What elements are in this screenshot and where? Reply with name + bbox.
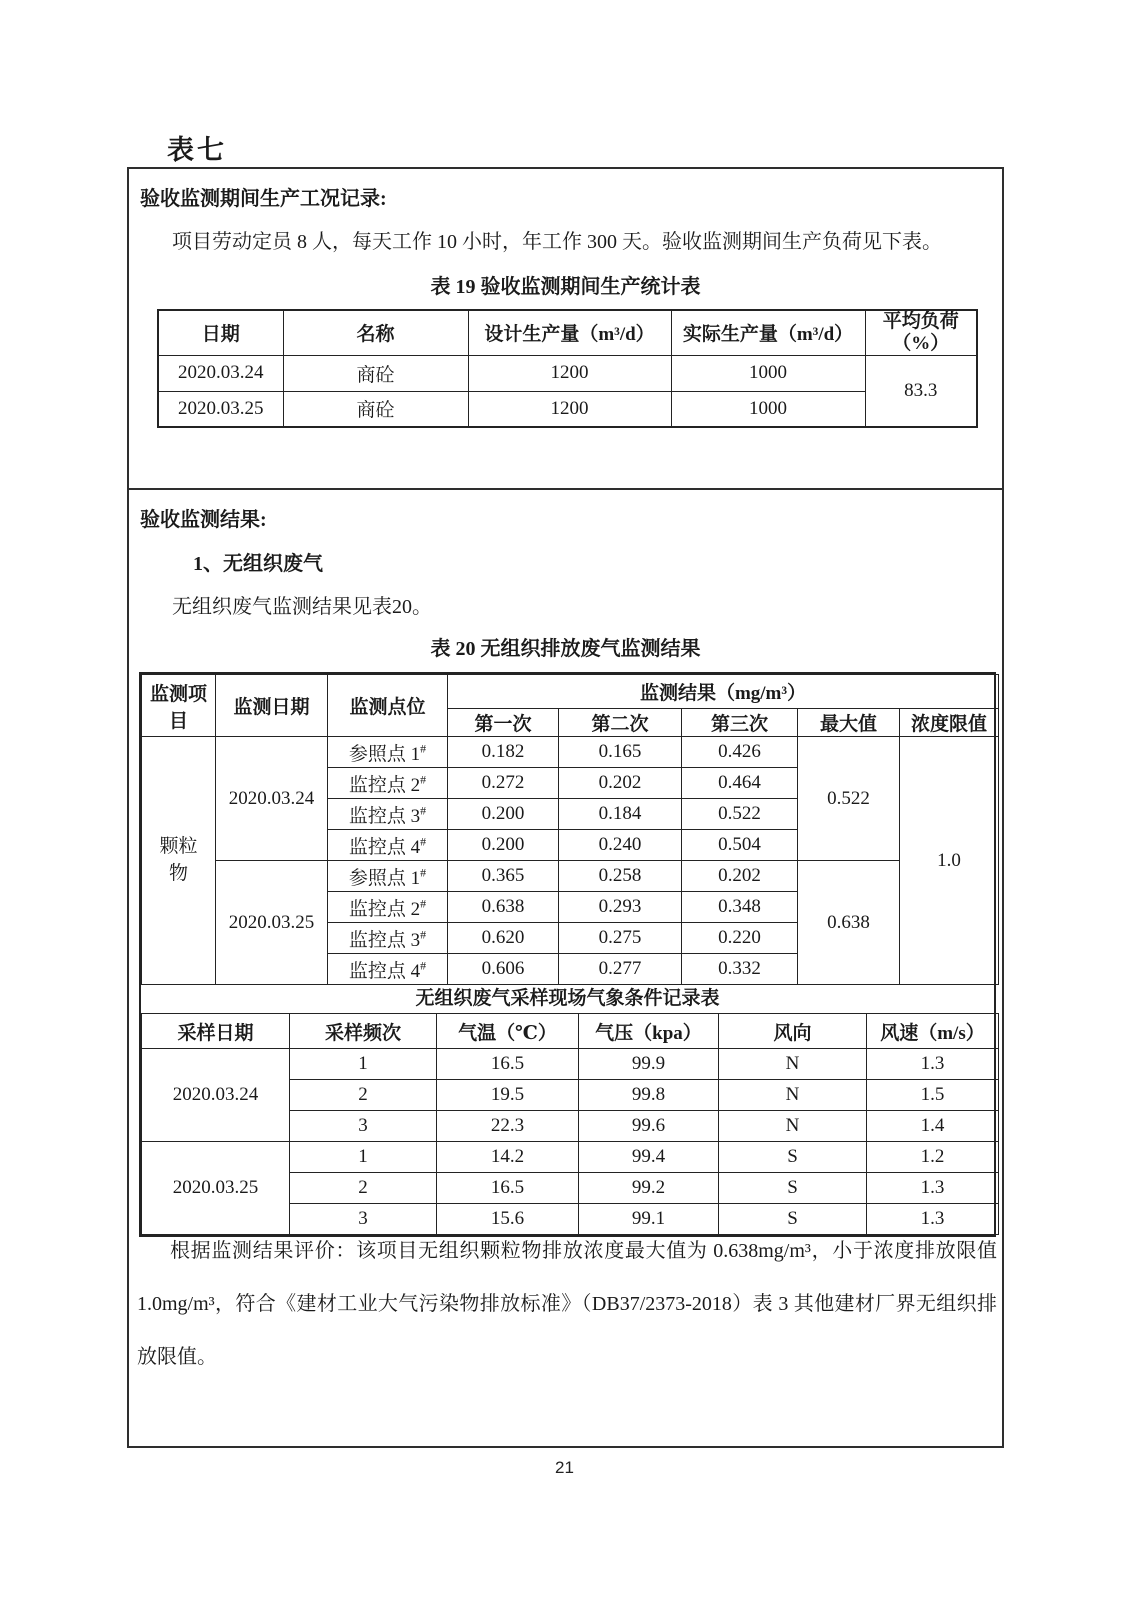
w-g2-r2-dir: S <box>719 1204 867 1235</box>
t19-r1-date: 2020.03.25 <box>158 391 283 427</box>
w-h-press: 气压（kpa） <box>579 1014 719 1049</box>
superscript-hash: # <box>420 741 427 756</box>
t19-col-load <box>865 310 977 355</box>
t20-g2-r0-v2: 0.258 <box>559 861 682 892</box>
w-g1-r0-dir: N <box>719 1049 867 1080</box>
table19-row <box>158 355 977 391</box>
superscript-hash: # <box>420 803 427 818</box>
t20-g2-r3-v1: 0.606 <box>448 954 559 985</box>
superscript-hash: # <box>420 927 427 942</box>
t19-col-design: 设计生产量（m³/d） <box>468 310 671 355</box>
t20-g2-r3-v2: 0.277 <box>559 954 682 985</box>
t20-g1-r3-v3: 0.504 <box>682 830 798 861</box>
conclusion-line3: 放限值。 <box>137 1346 217 1368</box>
w-g1-date: 2020.03.24 <box>142 1049 290 1142</box>
t19-r1-name: 商砼 <box>283 391 468 427</box>
w-g1-r2-temp: 22.3 <box>437 1111 579 1142</box>
t20-h-third: 第三次 <box>682 709 798 737</box>
t19-col-actual: 实际生产量（m³/d） <box>671 310 865 355</box>
t20-g1-max: 0.522 <box>798 737 900 861</box>
w-g2-r2-temp: 15.6 <box>437 1204 579 1235</box>
t20-g2-max: 0.638 <box>798 861 900 985</box>
w-g2-r1-temp: 16.5 <box>437 1173 579 1204</box>
weather-table-title: 无组织废气采样现场气象条件记录表 <box>415 988 720 1009</box>
t19-r1-design: 1200 <box>468 391 671 427</box>
superscript-hash: # <box>420 834 427 849</box>
w-h-freq: 采样频次 <box>290 1014 437 1049</box>
t20-item: 颗粒物 <box>159 835 198 884</box>
w-g1-r1-dir: N <box>719 1080 867 1111</box>
w-g1-r2-dir: N <box>719 1111 867 1142</box>
weather-table <box>141 1013 999 1235</box>
t20-g1-r2-v3: 0.522 <box>682 799 798 830</box>
w-g2-r1-dir: S <box>719 1173 867 1204</box>
w-g1-r1-freq: 2 <box>290 1080 437 1111</box>
t19-col-load-line2: （%） <box>892 332 950 354</box>
doc-label: 表七 <box>167 135 227 165</box>
t20-h-item: 监测项目 <box>142 675 216 737</box>
table20 <box>141 674 999 985</box>
w-g1-r0-press: 99.9 <box>579 1049 719 1080</box>
t20-g1-r1-v3: 0.464 <box>682 768 798 799</box>
t20-g1-r0-point: 参照点 1# <box>328 737 448 768</box>
w-g2-r0-speed: 1.2 <box>867 1142 999 1173</box>
table19-header-row <box>158 310 977 355</box>
t20-g2-r1-point: 监控点 2# <box>328 892 448 923</box>
page-number: 21 <box>555 1458 574 1477</box>
w-g1-r2-speed: 1.4 <box>867 1111 999 1142</box>
w-g1-r2-press: 99.6 <box>579 1111 719 1142</box>
t19-r1-actual: 1000 <box>671 391 865 427</box>
t20-g2-r3-point: 监控点 4# <box>328 954 448 985</box>
w-h-speed: 风速（m/s） <box>867 1014 999 1049</box>
w-h-date: 采样日期 <box>142 1014 290 1049</box>
w-g2-date: 2020.03.25 <box>142 1142 290 1235</box>
t20-g2-r0-v3: 0.202 <box>682 861 798 892</box>
t20-row <box>142 737 999 768</box>
w-g2-r1-press: 99.2 <box>579 1173 719 1204</box>
w-g2-r0-press: 99.4 <box>579 1142 719 1173</box>
t20-h-point: 监测点位 <box>328 675 448 737</box>
t20-g1-r2-point: 监控点 3# <box>328 799 448 830</box>
t20-h-second: 第二次 <box>559 709 682 737</box>
section1-heading: 验收监测期间生产工况记录: <box>140 188 387 210</box>
t20-g1-r0-v1: 0.182 <box>448 737 559 768</box>
conclusion-paragraph <box>137 1225 997 1384</box>
section2-intro: 无组织废气监测结果见表20。 <box>172 596 432 618</box>
t20-g2-r2-v2: 0.275 <box>559 923 682 954</box>
t20-h-result: 监测结果（mg/m³） <box>448 675 999 709</box>
section2-subheading: 1、无组织废气 <box>193 553 323 575</box>
t20-g1-date: 2020.03.24 <box>216 737 328 861</box>
table20-caption: 表 20 无组织排放废气监测结果 <box>430 638 701 660</box>
section1-paragraph: 项目劳动定员 8 人，每天工作 10 小时，年工作 300 天。验收监测期间生产负荷见下表。 <box>172 231 942 253</box>
w-g1-r1-temp: 19.5 <box>437 1080 579 1111</box>
w-g2-r0-freq: 1 <box>290 1142 437 1173</box>
t20-g1-r0-v3: 0.426 <box>682 737 798 768</box>
t20-h-date: 监测日期 <box>216 675 328 737</box>
t19-col-load-line1: 平均负荷 <box>882 311 959 332</box>
w-g1-r0-speed: 1.3 <box>867 1049 999 1080</box>
w-g1-r1-press: 99.8 <box>579 1080 719 1111</box>
w-g1-r0-freq: 1 <box>290 1049 437 1080</box>
t20-g1-r1-point: 监控点 2# <box>328 768 448 799</box>
t20-limit: 1.0 <box>900 737 999 985</box>
t20-row <box>142 861 999 892</box>
t20-g2-r1-v2: 0.293 <box>559 892 682 923</box>
t20-g1-r0-v2: 0.165 <box>559 737 682 768</box>
conclusion-line1: 根据监测结果评价：该项目无组织颗粒物排放浓度最大值为 0.638mg/m³，小于浓度排放限值 <box>170 1240 997 1262</box>
t19-avg-load: 83.3 <box>865 355 977 427</box>
w-g1-r0-temp: 16.5 <box>437 1049 579 1080</box>
superscript-hash: # <box>420 958 427 973</box>
w-g2-r1-freq: 2 <box>290 1173 437 1204</box>
w-h-temp: 气温（℃） <box>437 1014 579 1049</box>
t20-h-first: 第一次 <box>448 709 559 737</box>
superscript-hash: # <box>420 865 427 880</box>
t20-g2-r1-v1: 0.638 <box>448 892 559 923</box>
t20-item-cell <box>142 737 216 985</box>
section2-heading: 验收监测结果: <box>140 509 267 531</box>
t20-h-limit: 浓度限值 <box>900 709 999 737</box>
t20-g2-r2-v1: 0.620 <box>448 923 559 954</box>
weather-header-row <box>142 1014 999 1049</box>
weather-row <box>142 1142 999 1173</box>
conclusion-line2: 1.0mg/m³，符合《建材工业大气污染物排放标准》（DB37/2373-2018）表 3 其他建材厂界无组织排 <box>137 1293 997 1315</box>
table19 <box>157 309 978 428</box>
table19-row <box>158 391 977 427</box>
t20-h-max: 最大值 <box>798 709 900 737</box>
section-divider <box>129 488 1002 490</box>
t20-g1-r3-v2: 0.240 <box>559 830 682 861</box>
w-g1-r2-freq: 3 <box>290 1111 437 1142</box>
t19-col-name: 名称 <box>283 310 468 355</box>
t19-r0-name: 商砼 <box>283 355 468 391</box>
t20-g1-r2-v1: 0.200 <box>448 799 559 830</box>
w-g2-r1-speed: 1.3 <box>867 1173 999 1204</box>
t20-g2-date: 2020.03.25 <box>216 861 328 985</box>
w-g1-r1-speed: 1.5 <box>867 1080 999 1111</box>
t20-g1-r3-v1: 0.200 <box>448 830 559 861</box>
t19-r0-date: 2020.03.24 <box>158 355 283 391</box>
t20-g1-r2-v2: 0.184 <box>559 799 682 830</box>
weather-row <box>142 1049 999 1080</box>
w-g2-r2-freq: 3 <box>290 1204 437 1235</box>
w-h-dir: 风向 <box>719 1014 867 1049</box>
form-frame <box>127 167 1004 1448</box>
superscript-hash: # <box>420 896 427 911</box>
t20-g1-r1-v1: 0.272 <box>448 768 559 799</box>
t19-r0-actual: 1000 <box>671 355 865 391</box>
t20-g2-r0-v1: 0.365 <box>448 861 559 892</box>
t20-header-row1 <box>142 675 999 709</box>
superscript-hash: # <box>420 772 427 787</box>
w-g2-r2-speed: 1.3 <box>867 1204 999 1235</box>
t20-g1-r1-v2: 0.202 <box>559 768 682 799</box>
w-g2-r0-dir: S <box>719 1142 867 1173</box>
t20-g2-r2-point: 监控点 3# <box>328 923 448 954</box>
w-g2-r0-temp: 14.2 <box>437 1142 579 1173</box>
t20-g2-r3-v3: 0.332 <box>682 954 798 985</box>
t19-r0-design: 1200 <box>468 355 671 391</box>
t20-g2-r2-v3: 0.220 <box>682 923 798 954</box>
t20-g2-r0-point: 参照点 1# <box>328 861 448 892</box>
t20-g1-r3-point: 监控点 4# <box>328 830 448 861</box>
w-g2-r2-press: 99.1 <box>579 1204 719 1235</box>
table19-caption: 表 19 验收监测期间生产统计表 <box>430 276 701 298</box>
table20-block <box>139 672 996 1237</box>
t20-g2-r1-v3: 0.348 <box>682 892 798 923</box>
t19-col-date: 日期 <box>158 310 283 355</box>
